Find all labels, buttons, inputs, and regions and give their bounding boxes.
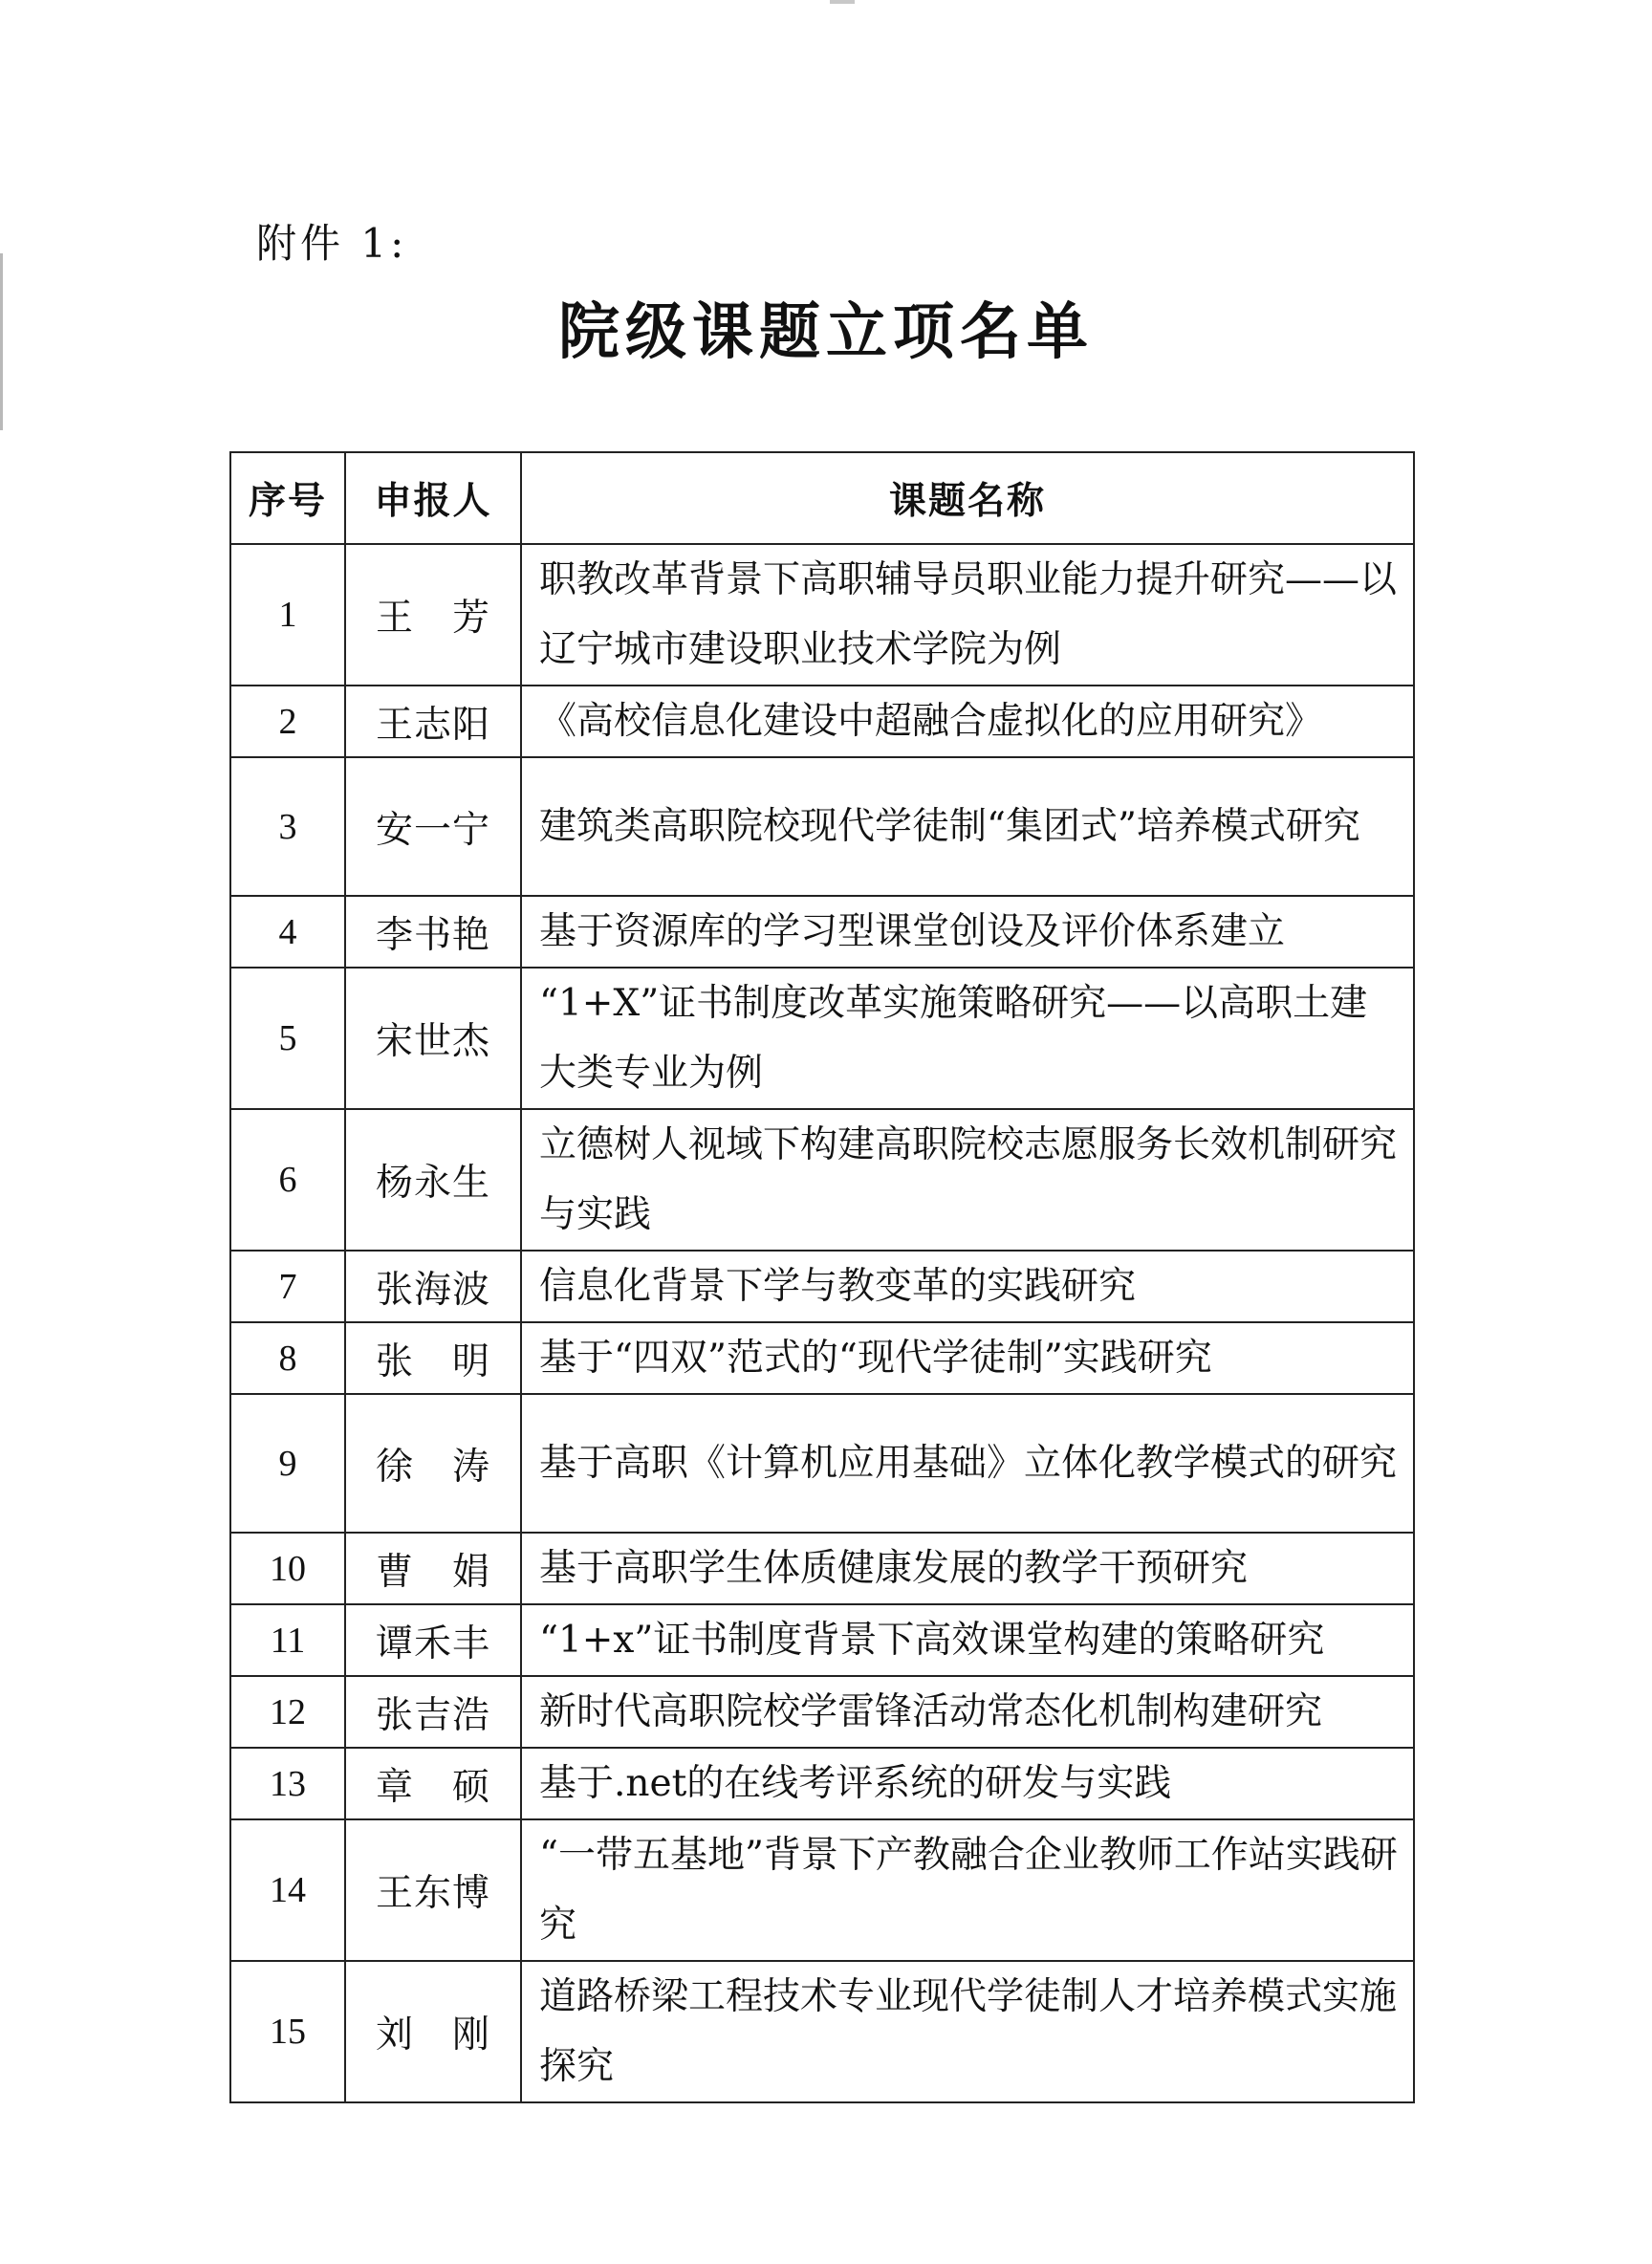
row-number: 2 [230, 686, 345, 757]
row-number: 9 [230, 1394, 345, 1533]
attachment-label: 附件 1: [256, 220, 408, 267]
scan-mark-top [830, 0, 855, 4]
table-row [230, 1676, 1414, 1748]
table-row [230, 1109, 1414, 1251]
row-number: 11 [230, 1604, 345, 1676]
row-topic: 立德树人视域下构建高职院校志愿服务长效机制研究与实践 [521, 1109, 1414, 1251]
row-number: 5 [230, 968, 345, 1109]
table-row [230, 1394, 1414, 1533]
header-topic: 课题名称 [521, 452, 1414, 544]
row-number: 12 [230, 1676, 345, 1748]
row-number: 4 [230, 896, 345, 968]
row-applicant: 曹 娟 [345, 1533, 521, 1604]
row-number: 6 [230, 1109, 345, 1251]
table-row [230, 1322, 1414, 1394]
row-applicant: 谭禾丰 [345, 1604, 521, 1676]
row-applicant: 杨永生 [345, 1109, 521, 1251]
row-applicant: 王东博 [345, 1819, 521, 1961]
table-row [230, 757, 1414, 896]
row-topic: 建筑类高职院校现代学徒制“集团式”培养模式研究 [521, 757, 1414, 896]
row-applicant: 张 明 [345, 1322, 521, 1394]
row-number: 14 [230, 1819, 345, 1961]
row-number: 7 [230, 1251, 345, 1322]
table-row [230, 1961, 1414, 2102]
header-applicant: 申报人 [345, 452, 521, 544]
row-topic: 基于.net的在线考评系统的研发与实践 [521, 1748, 1414, 1819]
row-topic: 信息化背景下学与教变革的实践研究 [521, 1251, 1414, 1322]
row-number: 8 [230, 1322, 345, 1394]
row-applicant: 章 硕 [345, 1748, 521, 1819]
row-topic: “一带五基地”背景下产教融合企业教师工作站实践研究 [521, 1819, 1414, 1961]
row-topic: 新时代高职院校学雷锋活动常态化机制构建研究 [521, 1676, 1414, 1748]
table-header-row [230, 452, 1414, 544]
row-applicant: 宋世杰 [345, 968, 521, 1109]
row-topic: “1+x”证书制度背景下高效课堂构建的策略研究 [521, 1604, 1414, 1676]
table-row [230, 686, 1414, 757]
table-row [230, 1819, 1414, 1961]
row-number: 15 [230, 1961, 345, 2102]
row-topic: 《高校信息化建设中超融合虚拟化的应用研究》 [521, 686, 1414, 757]
header-number: 序号 [230, 452, 345, 544]
row-applicant: 王志阳 [345, 686, 521, 757]
page-title: 院级课题立项名单 [558, 297, 1094, 368]
row-topic: 职教改革背景下高职辅导员职业能力提升研究——以辽宁城市建设职业技术学院为例 [521, 544, 1414, 686]
table-row [230, 896, 1414, 968]
row-applicant: 李书艳 [345, 896, 521, 968]
row-applicant: 刘 刚 [345, 1961, 521, 2102]
row-applicant: 安一宁 [345, 757, 521, 896]
row-number: 10 [230, 1533, 345, 1604]
row-number: 13 [230, 1748, 345, 1819]
row-applicant: 张海波 [345, 1251, 521, 1322]
row-topic: 基于高职学生体质健康发展的教学干预研究 [521, 1533, 1414, 1604]
row-topic: 基于“四双”范式的“现代学徒制”实践研究 [521, 1322, 1414, 1394]
row-number: 1 [230, 544, 345, 686]
row-topic: 基于资源库的学习型课堂创设及评价体系建立 [521, 896, 1414, 968]
row-topic: 基于高职《计算机应用基础》立体化教学模式的研究 [521, 1394, 1414, 1533]
row-applicant: 张吉浩 [345, 1676, 521, 1748]
table-row [230, 1604, 1414, 1676]
table-row [230, 544, 1414, 686]
table-row [230, 1748, 1414, 1819]
row-topic: 道路桥梁工程技术专业现代学徒制人才培养模式实施探究 [521, 1961, 1414, 2102]
row-applicant: 王 芳 [345, 544, 521, 686]
table-row [230, 968, 1414, 1109]
table-row [230, 1533, 1414, 1604]
row-number: 3 [230, 757, 345, 896]
row-topic: “1+X”证书制度改革实施策略研究——以高职土建大类专业为例 [521, 968, 1414, 1109]
table-row [230, 1251, 1414, 1322]
row-applicant: 徐 涛 [345, 1394, 521, 1533]
project-list-table [229, 451, 1415, 2103]
